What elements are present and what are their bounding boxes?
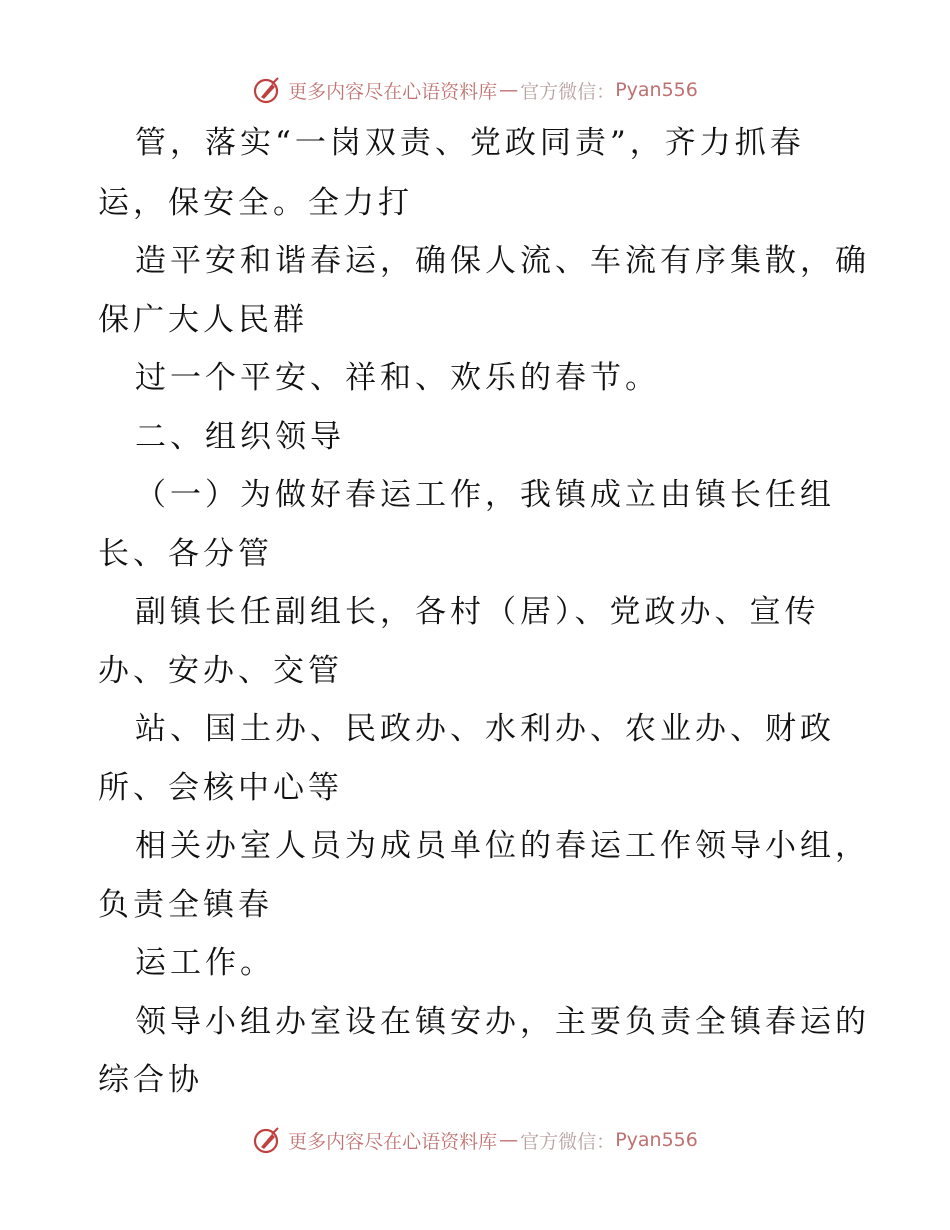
text-line: 综合协 [98, 1062, 203, 1098]
text-line: 相关办室人员为成员单位的春运工作领导小组， [135, 828, 870, 864]
section-heading: 二、组织领导 [135, 419, 345, 455]
watermark-official-label: 官方微信： [520, 1130, 616, 1153]
text-line: 保广大人民群 [98, 302, 308, 338]
text-line: 负责全镇春 [98, 887, 273, 923]
pen-quill-logo-icon [252, 75, 282, 105]
watermark-official-label: 官方微信： [520, 80, 616, 103]
text-line: 领导小组办室设在镇安办，主要负责全镇春运的 [135, 1004, 870, 1040]
text-line: 所、会核中心等 [98, 770, 343, 806]
text-line: （一）为做好春运工作，我镇成立由镇长任组 [135, 477, 835, 513]
text-line: 造平安和谐春运，确保人流、车流有序集散，确 [135, 243, 870, 279]
text-line: 运工作。 [135, 945, 275, 981]
footer-watermark [0, 1120, 950, 1160]
text-line: 副镇长任副组长，各村（居）、党政办、宣传 [135, 594, 820, 630]
watermark-wechat-id: Pyan556 [615, 1129, 698, 1151]
watermark-dash: — [499, 1129, 519, 1151]
pen-quill-logo-icon [252, 1125, 282, 1155]
watermark-dash: — [499, 79, 519, 101]
text-line: 运，保安全。全力打 [98, 185, 413, 221]
text-line: 办、安办、交管 [98, 653, 343, 689]
header-watermark [0, 70, 950, 110]
watermark-site-text: 更多内容尽在心语资料库 [288, 80, 498, 103]
text-line: 长、各分管 [98, 536, 273, 572]
watermark-site-text: 更多内容尽在心语资料库 [288, 1130, 498, 1153]
text-line: 过一个平安、祥和、欢乐的春节。 [135, 360, 660, 396]
text-line: 管，落实“一岗双责、党政同责”，齐力抓春 [135, 125, 805, 161]
text-line: 站、国土办、民政办、水利办、农业办、财政 [135, 711, 835, 747]
watermark-wechat-id: Pyan556 [615, 79, 698, 101]
